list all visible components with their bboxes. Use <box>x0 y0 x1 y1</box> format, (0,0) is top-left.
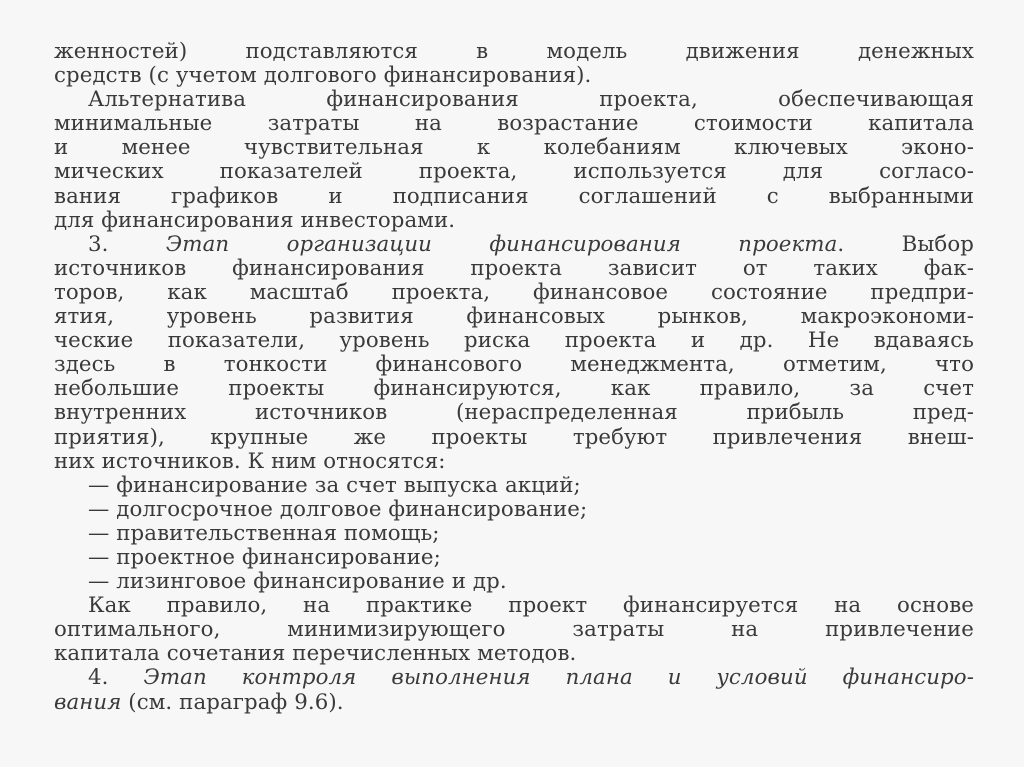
list-item: — лизинговое финансирование и др. <box>88 569 507 595</box>
text-line: источников финансирования проекта зависит от таких фак- <box>54 255 974 281</box>
section-title: вания <box>54 689 122 715</box>
text-line: средств (с учетом долгового финансирования). <box>54 63 592 89</box>
text-line: вания графиков и подписания соглашений с выбранными <box>54 183 974 209</box>
text-line: минимальные затраты на возрастание стоимости капитала <box>54 111 974 137</box>
text-line: торов, как масштаб проекта, финансовое состояние предпри- <box>54 279 974 305</box>
text-line: ятия, уровень развития финансовых рынков, макроэкономи- <box>54 304 974 330</box>
text-line: ческие показатели, уровень риска проекта и др. Не вдаваясь <box>54 328 974 354</box>
text-line: Как правило, на практике проект финансируется на основе <box>88 593 974 619</box>
section-title: Этап организации финансирования проекта <box>165 231 838 257</box>
list-item: — правительственная помощь; <box>88 520 440 546</box>
text-line: приятия), крупные же проекты требуют привлечения внеш- <box>54 424 974 450</box>
text-line: мических показателей проекта, используется для согласо- <box>54 159 974 185</box>
text-line: для финансирования инвесторами. <box>54 207 456 233</box>
section-heading-line <box>54 666 974 690</box>
text-line: внутренних источников (нераспределенная прибыль пред- <box>54 400 974 426</box>
text-line: женностей) подставляются в модель движения денежных <box>54 39 974 64</box>
text-line: оптимального, минимизирующего затраты на привлечение <box>54 617 974 643</box>
text-fragment: (см. параграф 9.6). <box>121 689 344 715</box>
text-line: небольшие проекты финансируются, как правило, за счет <box>54 376 974 402</box>
section-heading-line <box>54 691 974 715</box>
section-number: 3. <box>88 231 166 257</box>
text-line: и менее чувствительная к колебаниям ключевых эконо- <box>54 135 974 161</box>
section-number: 4. <box>88 665 144 691</box>
text-line: здесь в тонкости финансового менеджмента, отметим, что <box>54 352 974 378</box>
body-text <box>54 40 974 715</box>
text-line: них источников. К ним относятся: <box>54 448 446 474</box>
list-item: — финансирование за счет выпуска акций; <box>88 472 581 498</box>
text-line: капитала сочетания перечисленных методов. <box>54 641 577 667</box>
list-item: — долгосрочное долговое финансирование; <box>88 496 588 522</box>
text-fragment: . Выбор <box>837 231 975 257</box>
list-item: — проектное финансирование; <box>88 544 441 570</box>
section-title: Этап контроля выполнения плана и условий финансиро- <box>143 665 975 691</box>
text-line: Альтернатива финансирования проекта, обеспечивающая <box>88 87 974 113</box>
section-heading-line <box>54 233 974 257</box>
